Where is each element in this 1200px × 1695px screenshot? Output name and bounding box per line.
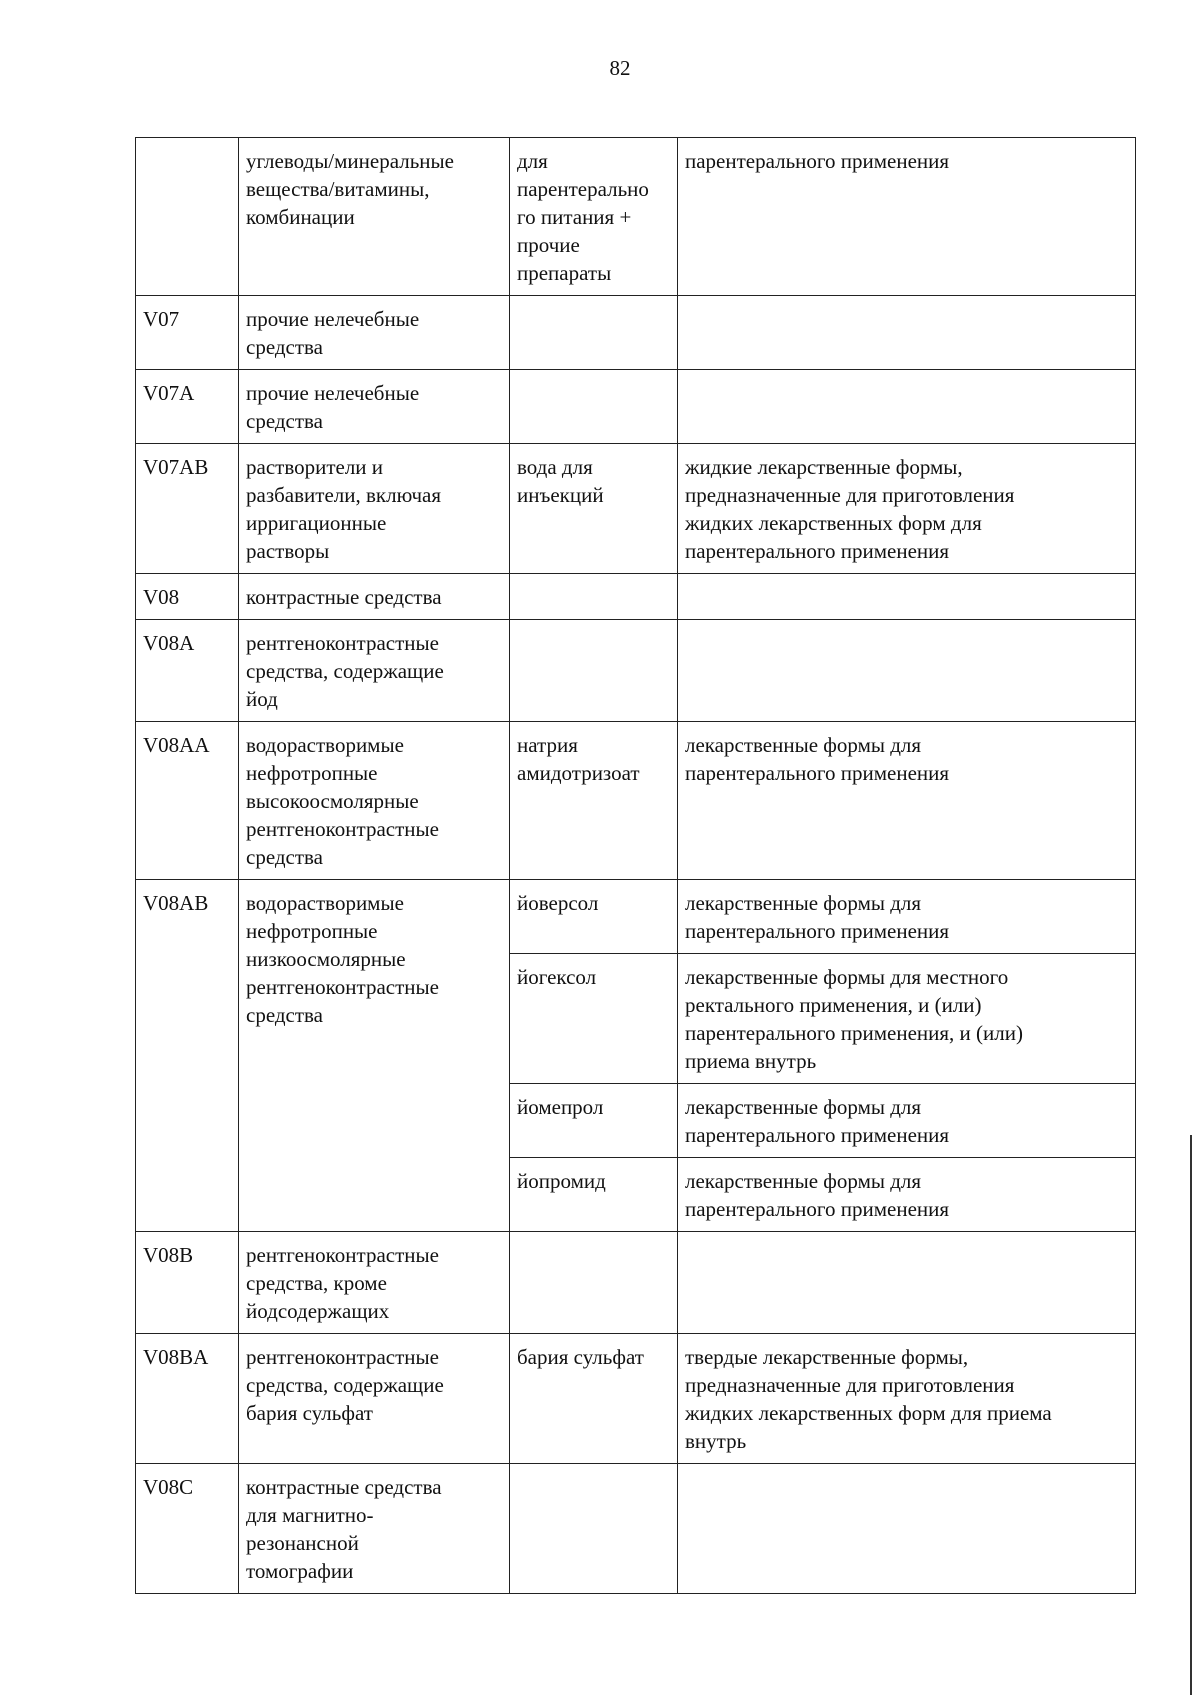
table-row bbox=[136, 138, 1136, 296]
table-row bbox=[136, 1464, 1136, 1594]
table-row bbox=[136, 444, 1136, 574]
atc-code-cell bbox=[136, 370, 239, 444]
atc-code-cell-text: V08A bbox=[143, 631, 195, 655]
atc-group-cell bbox=[239, 1464, 510, 1594]
atc-group-cell bbox=[239, 296, 510, 370]
table-row bbox=[136, 370, 1136, 444]
atc-code-cell-text: V08B bbox=[143, 1243, 194, 1267]
drug-name-cell bbox=[510, 370, 678, 444]
atc-group-cell bbox=[239, 574, 510, 620]
dosage-form-cell-text: лекарственные формы для парентерального применения bbox=[685, 1095, 950, 1147]
drug-name-cell bbox=[510, 1084, 678, 1158]
atc-group-cell bbox=[239, 444, 510, 574]
drug-name-cell bbox=[510, 1464, 678, 1594]
atc-code-cell bbox=[136, 444, 239, 574]
atc-group-cell-text: рентгеноконтрастные средства, кроме йодсодержащих bbox=[246, 1243, 439, 1323]
dosage-form-cell bbox=[678, 1334, 1136, 1464]
drug-name-cell bbox=[510, 574, 678, 620]
table-row bbox=[136, 880, 1136, 954]
table-row bbox=[136, 1232, 1136, 1334]
atc-group-cell bbox=[239, 370, 510, 444]
dosage-form-cell-text: твердые лекарственные формы, предназначенные для приготовления жидких лекарственных форм для приема внутрь bbox=[685, 1345, 1052, 1453]
atc-code-cell bbox=[136, 138, 239, 296]
dosage-form-cell bbox=[678, 722, 1136, 880]
atc-code-cell bbox=[136, 1464, 239, 1594]
table-body bbox=[136, 138, 1136, 1594]
drug-name-cell bbox=[510, 620, 678, 722]
atc-code-cell bbox=[136, 574, 239, 620]
dosage-form-cell-text: лекарственные формы для парентерального применения bbox=[685, 1169, 950, 1221]
atc-group-cell-text: углеводы/минеральные вещества/витамины, комбинации bbox=[246, 149, 454, 229]
atc-group-cell-text: контрастные средства для магнитно- резонансной томографии bbox=[246, 1475, 442, 1583]
atc-group-cell-text: водорастворимые нефротропные высокоосмолярные рентгеноконтрастные средства bbox=[246, 733, 439, 869]
atc-code-cell-text: V08C bbox=[143, 1475, 194, 1499]
dosage-form-cell bbox=[678, 880, 1136, 954]
atc-group-cell bbox=[239, 138, 510, 296]
drug-table bbox=[135, 137, 1136, 1594]
atc-group-cell-text: водорастворимые нефротропные низкоосмолярные рентгеноконтрастные средства bbox=[246, 891, 439, 1027]
atc-group-cell-text: растворители и разбавители, включая ирригационные растворы bbox=[246, 455, 442, 563]
drug-name-cell-text: для парентерально го питания + прочие препараты bbox=[517, 149, 649, 285]
scan-edge-line bbox=[1190, 1135, 1192, 1695]
atc-group-cell bbox=[239, 1334, 510, 1464]
atc-code-cell bbox=[136, 1334, 239, 1464]
dosage-form-cell bbox=[678, 444, 1136, 574]
table-row bbox=[136, 574, 1136, 620]
dosage-form-cell bbox=[678, 954, 1136, 1084]
atc-group-cell-text: прочие нелечебные средства bbox=[246, 381, 420, 433]
table-row bbox=[136, 296, 1136, 370]
atc-group-cell bbox=[239, 1232, 510, 1334]
table-row bbox=[136, 1334, 1136, 1464]
drug-name-cell bbox=[510, 1158, 678, 1232]
atc-code-cell bbox=[136, 1232, 239, 1334]
drug-name-cell-text: бария сульфат bbox=[517, 1345, 644, 1369]
dosage-form-cell-text: жидкие лекарственные формы, предназначенные для приготовления жидких лекарственных форм для парентерального применения bbox=[685, 455, 1015, 563]
drug-name-cell bbox=[510, 722, 678, 880]
atc-code-cell bbox=[136, 296, 239, 370]
drug-name-cell-text: натрия амидотризоат bbox=[517, 733, 640, 785]
atc-code-cell bbox=[136, 722, 239, 880]
atc-group-cell bbox=[239, 722, 510, 880]
atc-code-cell-text: V08 bbox=[143, 585, 180, 609]
dosage-form-cell bbox=[678, 1084, 1136, 1158]
drug-name-cell-text: йопромид bbox=[517, 1169, 606, 1193]
dosage-form-cell bbox=[678, 296, 1136, 370]
atc-code-cell-text: V08AA bbox=[143, 733, 210, 757]
atc-code-cell bbox=[136, 880, 239, 1232]
atc-group-cell bbox=[239, 620, 510, 722]
drug-name-cell bbox=[510, 296, 678, 370]
drug-name-cell bbox=[510, 880, 678, 954]
atc-code-cell-text: V07A bbox=[143, 381, 195, 405]
atc-group-cell-text: контрастные средства bbox=[246, 585, 442, 609]
drug-name-cell-text: йомепрол bbox=[517, 1095, 604, 1119]
dosage-form-cell-text: лекарственные формы для парентерального применения bbox=[685, 891, 950, 943]
dosage-form-cell bbox=[678, 1158, 1136, 1232]
dosage-form-cell-text: лекарственные формы для местного ректального применения, и (или) парентерального применения, и (или) приема внутрь bbox=[685, 965, 1023, 1073]
dosage-form-cell bbox=[678, 1464, 1136, 1594]
atc-code-cell-text: V07 bbox=[143, 307, 180, 331]
dosage-form-cell-text: лекарственные формы для парентерального применения bbox=[685, 733, 950, 785]
page-number: 82 bbox=[609, 56, 631, 80]
dosage-form-cell bbox=[678, 138, 1136, 296]
drug-name-cell bbox=[510, 954, 678, 1084]
drug-name-cell-text: йогексол bbox=[517, 965, 597, 989]
dosage-form-cell bbox=[678, 370, 1136, 444]
dosage-form-cell bbox=[678, 620, 1136, 722]
dosage-form-cell bbox=[678, 1232, 1136, 1334]
drug-name-cell-text: йоверсол bbox=[517, 891, 599, 915]
atc-group-cell bbox=[239, 880, 510, 1232]
drug-name-cell bbox=[510, 138, 678, 296]
table-row bbox=[136, 722, 1136, 880]
drug-name-cell bbox=[510, 444, 678, 574]
drug-name-cell bbox=[510, 1334, 678, 1464]
atc-group-cell-text: рентгеноконтрастные средства, содержащие бария сульфат bbox=[246, 1345, 444, 1425]
atc-code-cell bbox=[136, 620, 239, 722]
atc-code-cell-text: V08AB bbox=[143, 891, 209, 915]
drug-name-cell-text: вода для инъекций bbox=[517, 455, 604, 507]
atc-code-cell-text: V08BA bbox=[143, 1345, 209, 1369]
drug-name-cell bbox=[510, 1232, 678, 1334]
atc-group-cell-text: рентгеноконтрастные средства, содержащие йод bbox=[246, 631, 444, 711]
dosage-form-cell bbox=[678, 574, 1136, 620]
table-row bbox=[136, 620, 1136, 722]
dosage-form-cell-text: парентерального применения bbox=[685, 149, 950, 173]
atc-group-cell-text: прочие нелечебные средства bbox=[246, 307, 420, 359]
atc-code-cell-text: V07AB bbox=[143, 455, 209, 479]
